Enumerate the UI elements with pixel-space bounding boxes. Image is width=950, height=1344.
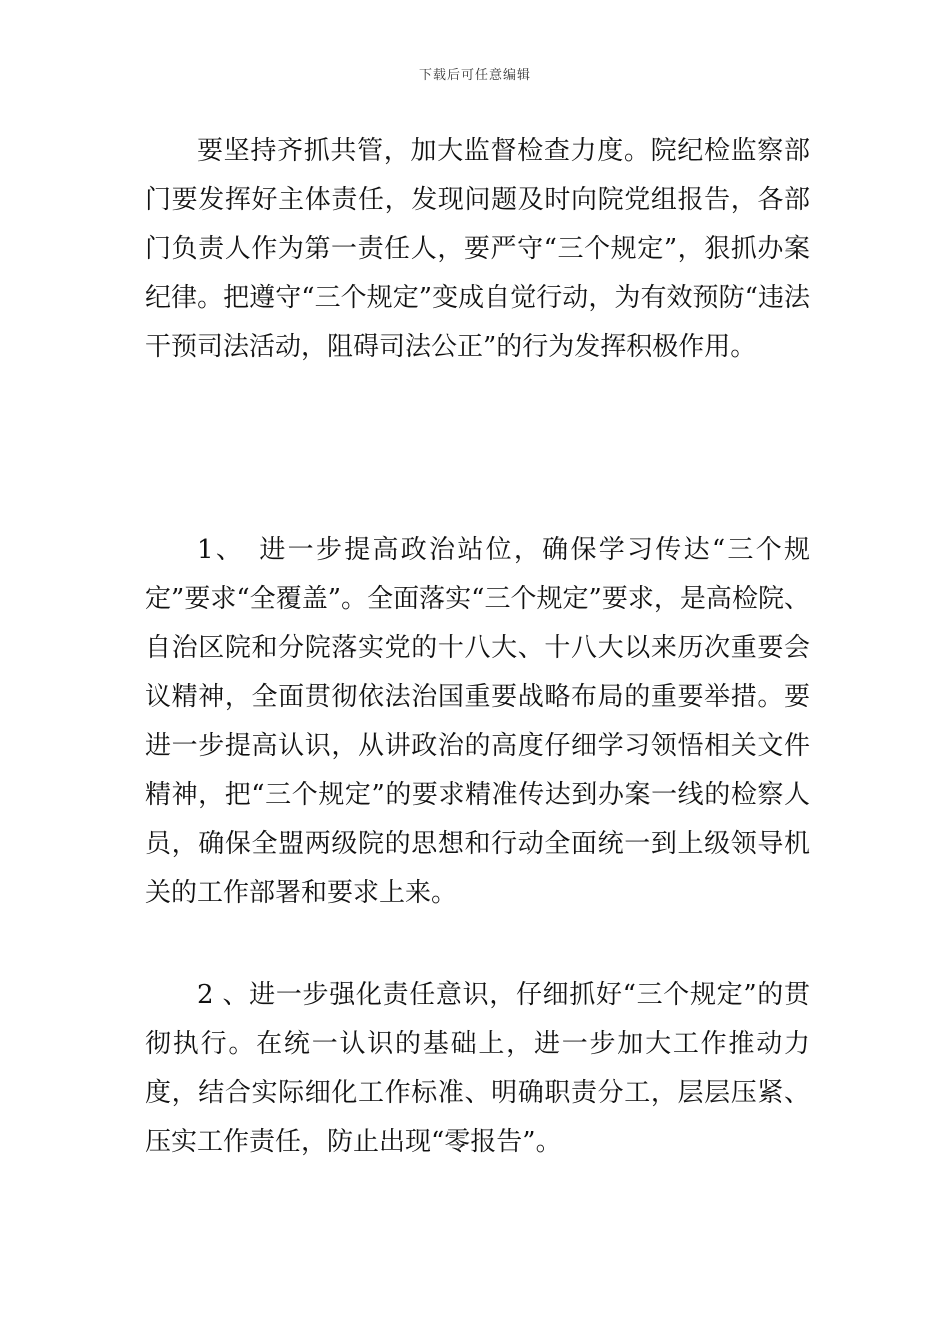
paragraph-block-1 <box>145 127 810 372</box>
body-paragraph-3: 2 、进一步强化责任意识，仔细抓好“三个规定”的贯彻执行。在统一认识的基础上，进一步加大工作推动力度，结合实际细化工作标准、明确职责分工，层层压紧、压实工作责任，防止出现“零报告”。 <box>145 980 810 1157</box>
page-header-note: 下载后可任意编辑 <box>418 68 531 83</box>
paragraph-block-2 <box>145 526 810 918</box>
body-paragraph-2: 1、 进一步提高政治站位，确保学习传达“三个规定”要求“全覆盖”。全面落实“三个规定”要求，是高检院、自治区院和分院落实党的十八大、十八大以来历次重要会议精神，全面贯彻依法治国重要战略布局的重要举措。要进一步提高认识，从讲政治的高度仔细学习领悟相关文件精神，把“三个规定”的要求精准传达到办案一线的检察人员，确保全盟两级院的思想和行动全面统一到上级领导机关的工作部署和要求上来。 <box>145 535 810 908</box>
body-paragraph-1: 要坚持齐抓共管，加大监督检查力度。院纪检监察部门要发挥好主体责任，发现问题及时向院党组报告，各部门负责人作为第一责任人，要严守“三个规定”，狠抓办案纪律。把遵守“三个规定”变成自觉行动，为有效预防“违法干预司法活动，阻碍司法公正”的行为发挥积极作用。 <box>145 136 810 362</box>
paragraph-block-3 <box>145 971 810 1167</box>
